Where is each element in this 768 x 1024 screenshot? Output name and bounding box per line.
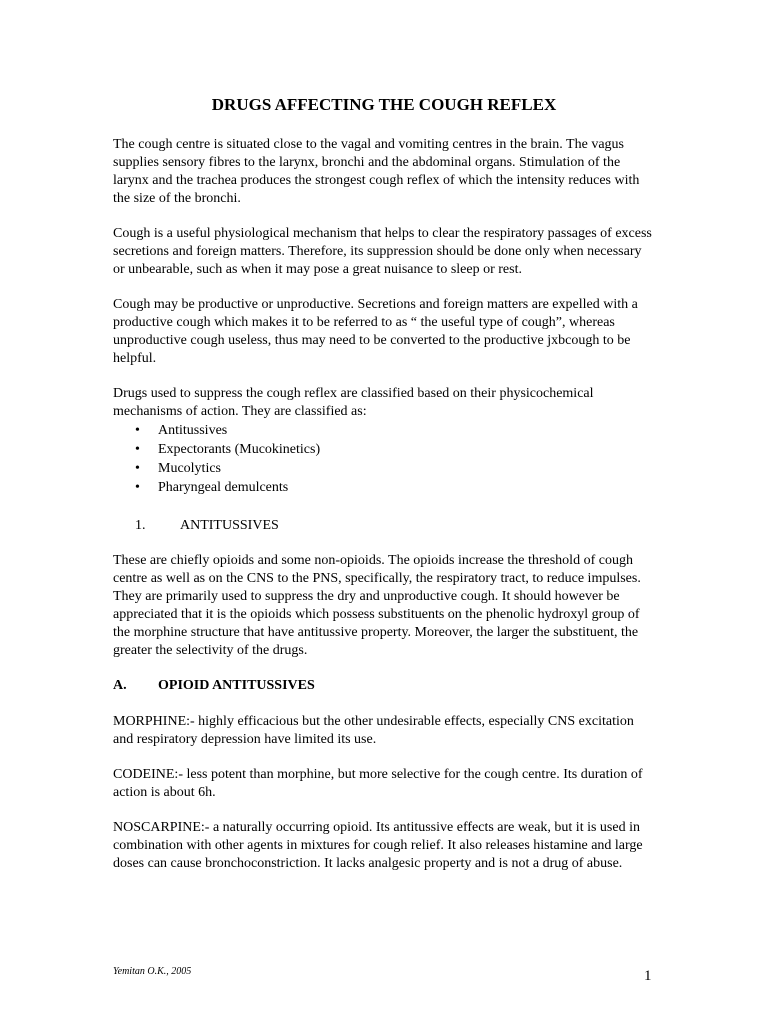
subsection-letter: A. (113, 678, 127, 693)
section-heading-text: ANTITUSSIVES (180, 518, 279, 533)
subsection-heading-opioid-antitussives (113, 677, 653, 695)
page-number: 1 (644, 968, 652, 984)
list-item-text: Pharyngeal demulcents (158, 480, 289, 495)
entry-noscarpine: NOSCARPINE:- a naturally occurring opioid. Its antitussive effects are weak, but it is used in combination with other agents in mixtures for cough relief. It also releases histamine and large doses can cause bronchoconstriction. It lacks analgesic property and is not a drug of abuse. (113, 820, 643, 871)
list-item (113, 421, 653, 440)
bullet-icon: • (135, 461, 140, 476)
paragraph-cough-centre: The cough centre is situated close to the vagal and vomiting centres in the brain. The vagus supplies sensory fibres to the larynx, bronchi and the abdominal organs. Stimulation of the larynx and the trachea produces the strongest cough reflex of which the intensity reduces with the size of the bronchi. (113, 137, 640, 206)
bullet-icon: • (135, 442, 140, 457)
paragraph-classification-intro: Drugs used to suppress the cough reflex are classified based on their physicochemical mechanisms of action. They are classified as: (113, 386, 594, 419)
bullet-icon: • (135, 480, 140, 495)
list-item-text: Mucolytics (158, 461, 221, 476)
bullet-icon: • (135, 423, 140, 438)
list-item (113, 440, 653, 459)
footer-author: Yemitan O.K., 2005 (113, 966, 192, 977)
document-title: DRUGS AFFECTING THE COUGH REFLEX (211, 95, 557, 114)
section-heading-antitussives (135, 517, 653, 535)
entry-codeine: CODEINE:- less potent than morphine, but more selective for the cough centre. Its duration of action is about 6h. (113, 767, 643, 800)
list-item-text: Expectorants (Mucokinetics) (158, 442, 321, 457)
drug-class-list (113, 421, 653, 497)
paragraph-cough-mechanism: Cough is a useful physiological mechanism that helps to clear the respiratory passages of excess secretions and foreign matters. Therefore, its suppression should be done only when necessary or unbearable, such as when it may pose a great nuisance to sleep or rest. (113, 226, 652, 277)
paragraph-cough-types: Cough may be productive or unproductive. Secretions and foreign matters are expelled with a productive cough which makes it to be referred to as “ the useful type of cough”, whereas unproductive cough useless, thus may need to be converted to the productive jxbcough to be helpful. (113, 297, 638, 366)
list-item-text: Antitussives (158, 423, 228, 438)
document-body (113, 94, 653, 890)
list-item (113, 459, 653, 478)
entry-morphine: MORPHINE:- highly efficacious but the other undesirable effects, especially CNS excitation and respiratory depression have limited its use. (113, 714, 634, 747)
subsection-heading-text: OPIOID ANTITUSSIVES (158, 678, 315, 693)
list-item (113, 478, 653, 497)
paragraph-antitussives: These are chiefly opioids and some non-opioids. The opioids increase the threshold of cough centre as well as on the CNS to the PNS, specifically, the respiratory tract, to reduce impulses. They are primarily used to suppress the dry and unproductive cough. It should however be appreciated that it is the opioids which possess substituents on the phenolic hydroxyl group of the morphine structure that have antitussive property. Moreover, the larger the substituent, the greater the selectivity of the drugs. (113, 553, 641, 658)
section-number: 1. (135, 518, 146, 533)
